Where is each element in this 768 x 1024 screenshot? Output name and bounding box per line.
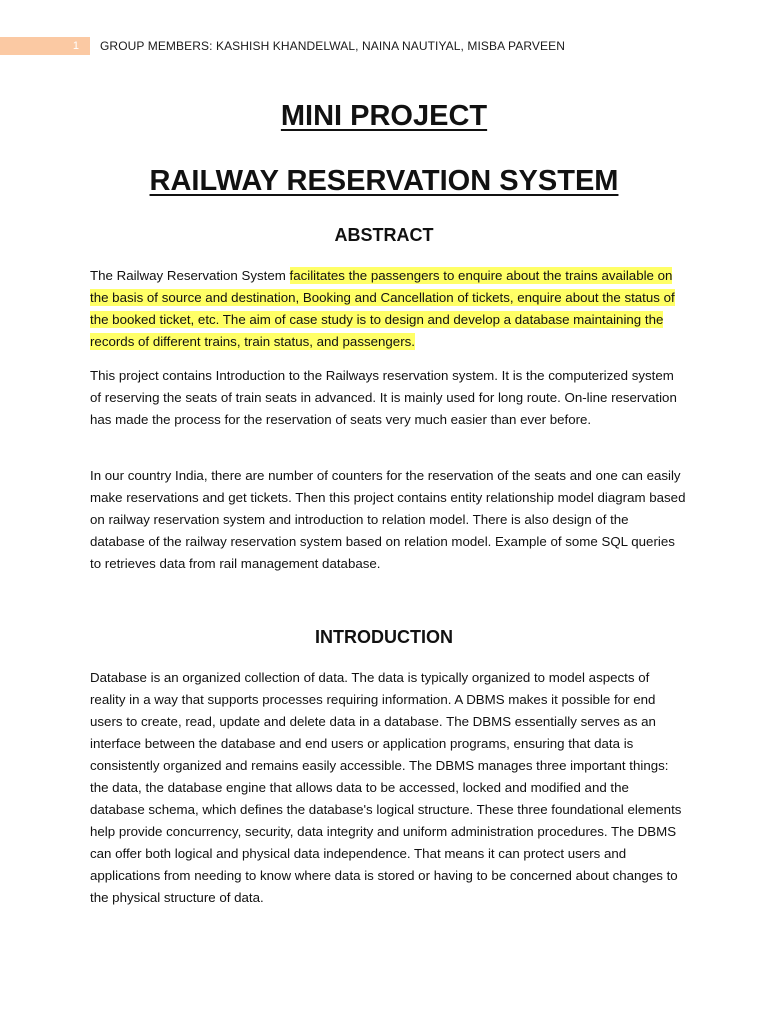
- document-subtitle: RAILWAY RESERVATION SYSTEM: [149, 165, 619, 197]
- document-title: MINI PROJECT: [280, 100, 488, 132]
- highlighted-text: facilitates the passengers to enquire about the trains available on the basis of source and destination, Booking and Cancellation of tickets, enquire about the status of the booked ticket, etc. The aim of case study is to design and develop a database maintaining the records of different trains, train status, and passengers.: [90, 268, 675, 349]
- page-number-badge: 1: [0, 37, 90, 55]
- introduction-heading: INTRODUCTION: [315, 627, 453, 647]
- group-members-text: GROUP MEMBERS: KASHISH KHANDELWAL, NAINA NAUTIYAL, MISBA PARVEEN: [100, 39, 565, 53]
- abstract-p1-plain: The Railway Reservation System: [90, 268, 290, 283]
- abstract-paragraph-1: [90, 265, 686, 353]
- abstract-paragraph-3: In our country India, there are number of counters for the reservation of the seats and one can easily make reservations and get tickets. Then this project contains entity relationship model diagram based on railway reservation system and introduction to relation model. There is also design of the database of the railway reservation system based on relation model. Example of some SQL queries to retrieves data from rail management database.: [90, 468, 686, 571]
- abstract-heading: ABSTRACT: [334, 225, 434, 245]
- abstract-paragraph-2: This project contains Introduction to the Railways reservation system. It is the computerized system of reserving the seats of train seats in advanced. It is mainly used for long route. On-line reservation has made the process for the reservation of seats very much easier than ever before.: [90, 368, 677, 427]
- introduction-paragraph-1: Database is an organized collection of data. The data is typically organized to model aspects of reality in a way that supports processes requiring information. A DBMS makes it possible for end users to create, read, update and delete data in a database. The DBMS essentially serves as an interface between the database and end users or application programs, ensuring that data is consistently organized and remains easily accessible. The DBMS manages three important things: the data, the database engine that allows data to be accessed, locked and modified and the database schema, which defines the database's logical structure. These three foundational elements help provide concurrency, security, data integrity and uniform administration procedures. The DBMS can offer both logical and physical data independence. That means it can protect users and applications from needing to know where data is stored or having to be concerned about changes to the physical structure of data.: [90, 670, 682, 905]
- page-header: [0, 37, 768, 55]
